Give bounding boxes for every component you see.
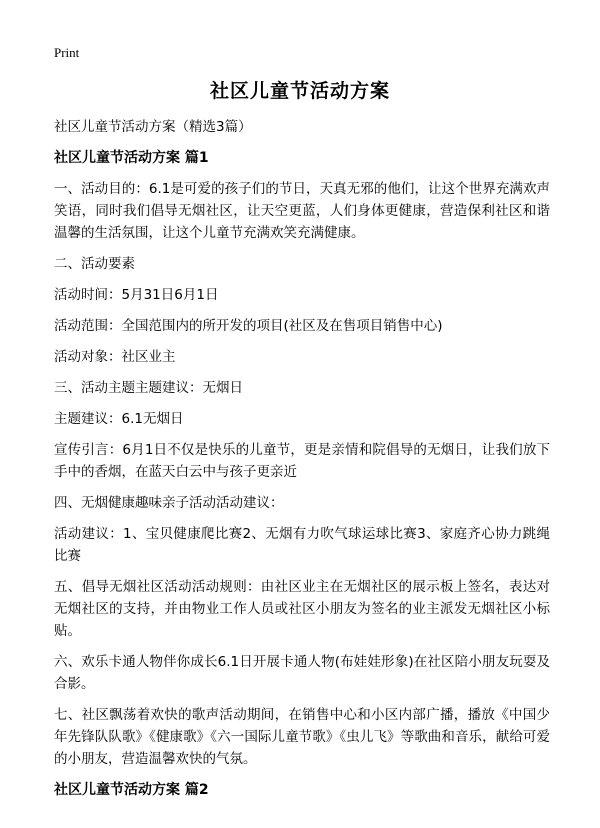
paragraph-audience: 活动对象：社区业主 bbox=[54, 349, 176, 365]
paragraph-music: 七、社区飘荡着欢快的歌声活动期间，在销售中心和小区内部广播，播放《中国少年先锋队队歌》《健康歌》《六一国际儿童节歌》《虫儿飞》等歌曲和音乐，献给可爱的小朋友，营造温馨欢快的气氛。 bbox=[54, 707, 550, 767]
paragraph-rules: 五、倡导无烟社区活动活动规则：由社区业主在无烟社区的展示板上签名，表达对无烟社区的支持，并由物业工作人员或社区小朋友为签名的业主派发无烟社区小标贴。 bbox=[54, 579, 550, 639]
paragraph-activities-heading: 四、无烟健康趣味亲子活动活动建议： bbox=[54, 495, 284, 511]
paragraph-elements-heading: 二、活动要素 bbox=[54, 256, 135, 272]
paragraph-cartoon: 六、欢乐卡通人物伴你成长6.1日开展卡通人物(布娃娃形象)在社区陪小朋友玩耍及合影。 bbox=[54, 654, 550, 692]
page-title: 社区儿童节活动方案 bbox=[209, 80, 390, 102]
paragraph-slogan: 宣传引言：6月1日不仅是快乐的儿童节，更是亲情和院倡导的无烟日，让我们放下手中的香烟，在蓝天白云中与孩子更亲近 bbox=[54, 442, 550, 480]
print-link[interactable]: Print bbox=[54, 45, 80, 60]
paragraph-time: 活动时间：5月31日6月1日 bbox=[54, 287, 219, 303]
document-subtitle: 社区儿童节活动方案（精选3篇） bbox=[54, 119, 252, 135]
section-heading-2: 社区儿童节活动方案 篇2 bbox=[54, 782, 209, 798]
paragraph-scope: 活动范围：全国范围内的所开发的项目(社区及在售项目销售中心) bbox=[54, 318, 443, 334]
paragraph-theme: 主题建议：6.1无烟日 bbox=[54, 411, 184, 427]
section-heading-1: 社区儿童节活动方案 篇1 bbox=[54, 150, 209, 166]
document-body bbox=[54, 116, 550, 810]
paragraph-activities: 活动建议：1、宝贝健康爬比赛2、无烟有力吹气球运球比赛3、家庭齐心协力跳绳比赛 bbox=[54, 526, 550, 564]
paragraph-purpose: 一、活动目的：6.1是可爱的孩子们的节日，天真无邪的他们，让这个世界充满欢声笑语，同时我们倡导无烟社区，让天空更蓝，人们身体更健康，营造保利社区和谐温馨的生活氛围，让这个儿童节充满欢笑充满健康。 bbox=[54, 181, 550, 241]
paragraph-theme-heading: 三、活动主题主题建议：无烟日 bbox=[54, 380, 243, 396]
